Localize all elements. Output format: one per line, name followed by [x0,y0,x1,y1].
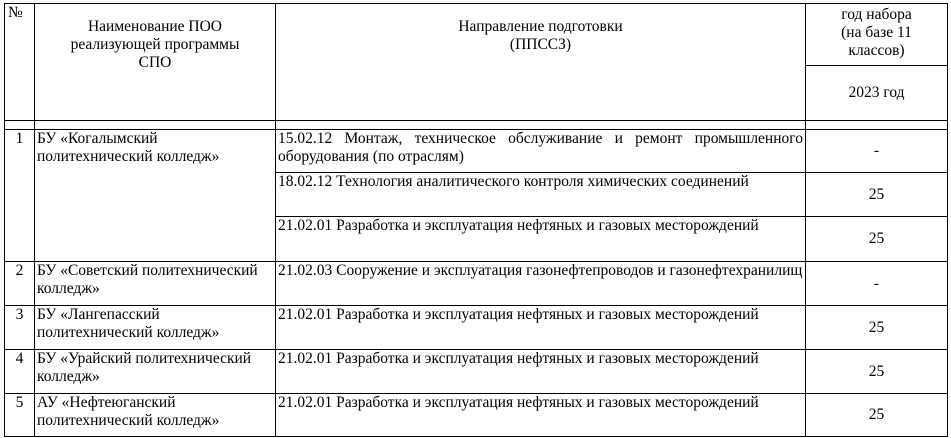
header-year-2023: 2023 год [806,66,948,121]
row-num: 3 [5,306,35,350]
direction-cell: 15.02.12 Монтаж, техническое обслуживание и ремонт промышленного оборудования (по отраслям) [276,130,806,173]
header-direction-line1: Направление подготовки [458,18,623,35]
value-cell: 25 [806,394,948,437]
header-year [806,4,948,66]
header-year-line2: (на базе 11 [841,24,912,41]
value-cell: 25 [806,306,948,350]
org-name: БУ «Лангепасский политехнический колледж» [35,306,276,350]
org-name: БУ «Урайский политехнический колледж» [35,350,276,394]
direction-cell: 21.02.01 Разработка и эксплуатация нефтяных и газовых месторождений [276,306,806,350]
row-num: 1 [5,130,35,262]
org-name: БУ «Когалымский политехнический колледж» [35,130,276,262]
org-name: БУ «Советский политехнический колледж» [35,262,276,306]
value-cell: - [806,130,948,173]
table-row [5,262,948,306]
table-row [5,350,948,394]
row-num: 4 [5,350,35,394]
value-cell: 25 [806,350,948,394]
value-cell: - [806,262,948,306]
header-org-line2: реализующей программы [70,36,240,53]
org-name: АУ «Нефтеюганский политехнический колледж» [35,394,276,437]
header-direction-line2: (ППССЗ) [509,36,572,53]
header-year-line3: классов) [848,42,905,59]
direction-cell: 21.02.01 Разработка и эксплуатация нефтяных и газовых месторождений [276,350,806,394]
header-num: № [5,4,35,121]
table-row [5,394,948,437]
header-org-line1: Наименование ПОО [87,18,223,35]
direction-cell: 21.02.01 Разработка и эксплуатация нефтяных и газовых месторождений [276,217,806,262]
row-num: 5 [5,394,35,437]
value-cell: 25 [806,217,948,262]
programs-table [4,3,948,437]
table-row [5,306,948,350]
table-row [5,130,948,173]
header-year-line1: год набора [841,6,912,23]
direction-cell: 18.02.12 Технология аналитического контроля химических соединений [276,173,806,217]
value-cell: 25 [806,173,948,217]
direction-cell: 21.02.03 Сооружение и эксплуатация газонефтепроводов и газонефтехранилищ [276,262,806,306]
spacer-row [5,121,948,130]
header-direction [276,4,806,121]
header-org-line3: СПО [138,54,172,71]
direction-cell: 21.02.01 Разработка и эксплуатация нефтяных и газовых месторождений [276,394,806,437]
header-org [35,4,276,121]
row-num: 2 [5,262,35,306]
